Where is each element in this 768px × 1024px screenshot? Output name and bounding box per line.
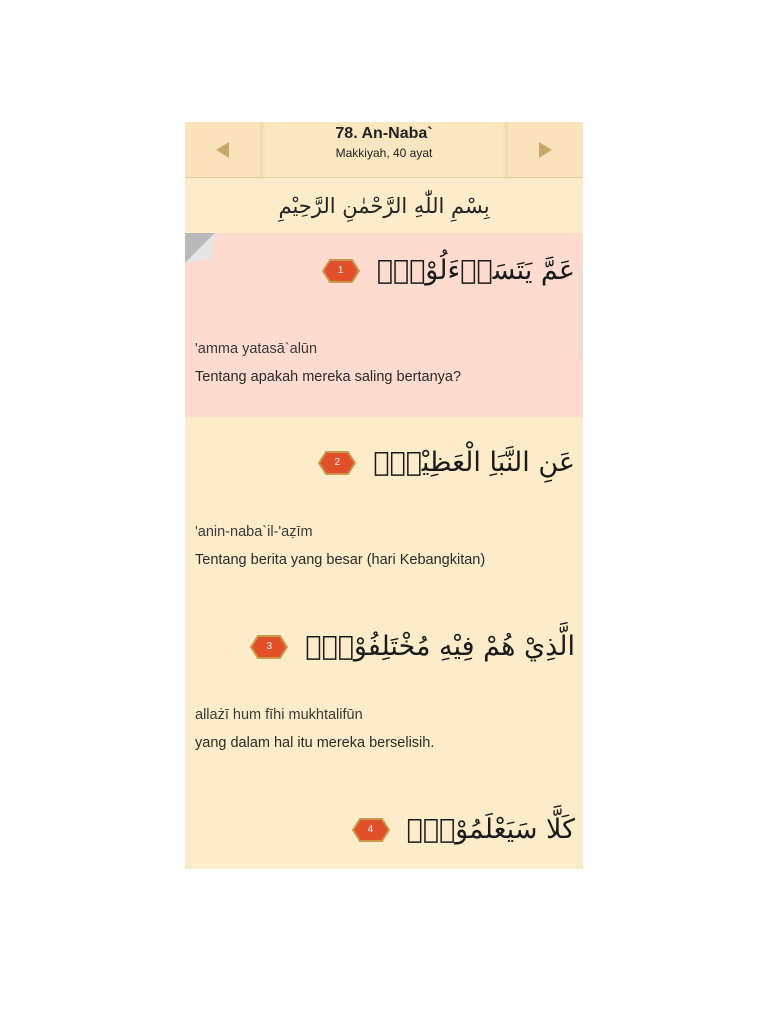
ayah-translation: Tentang apakah mereka saling bertanya? <box>195 369 462 385</box>
ayah-3[interactable] <box>185 601 583 784</box>
triangle-left-icon <box>216 142 229 158</box>
ayah-arabic: عَمَّ يَتَسَاۤءَلُوْنَۚ <box>376 255 575 286</box>
ayah-number-badge <box>349 817 393 843</box>
ayah-latin: 'anin-naba`il-'aẓīm <box>195 524 313 540</box>
ayah-number-badge <box>247 634 291 660</box>
ayah-number: 2 <box>334 457 341 468</box>
ayah-translation: Tentang berita yang besar (hari Kebangkitan) <box>195 552 486 568</box>
ayah-2-row <box>315 447 575 478</box>
ayah-arabic: الَّذِيْ هُمْ فِيْهِ مُخْتَلِفُوْنَۗ <box>305 631 575 662</box>
ayah-4-row <box>349 814 575 845</box>
ayah-translation: yang dalam hal itu mereka berselisih. <box>195 735 435 751</box>
next-surah-button[interactable] <box>507 122 583 177</box>
triangle-right-icon <box>539 142 552 158</box>
ayah-2[interactable] <box>185 417 583 601</box>
surah-title: 78. An-Naba` <box>335 125 433 142</box>
ayah-arabic: عَنِ النَّبَاِ الْعَظِيْمِۙ <box>373 447 575 478</box>
previous-surah-button[interactable] <box>185 122 261 177</box>
surah-title-block <box>260 122 508 177</box>
ayah-4[interactable] <box>185 784 583 869</box>
ayah-number: 4 <box>367 824 374 835</box>
ayah-arabic: كَلَّا سَيَعْلَمُوْنَۙ <box>406 814 575 845</box>
ayah-number-badge <box>315 450 359 476</box>
app-screen <box>185 122 583 869</box>
bookmark-corner-icon[interactable] <box>185 233 215 263</box>
ayah-1-row <box>319 255 575 286</box>
ayah-1[interactable] <box>185 233 583 417</box>
surah-header <box>185 122 583 178</box>
scroll-handle[interactable] <box>579 269 583 359</box>
ayah-latin: 'amma yatasā`alūn <box>195 341 318 357</box>
surah-subtitle: Makkiyah, 40 ayat <box>335 146 433 160</box>
basmalah: بِسْمِ اللّٰهِ الرَّحْمٰنِ الرَّحِيْمِ <box>278 193 490 218</box>
ayah-number: 3 <box>266 641 273 652</box>
ayah-latin: allażī hum fīhi mukhtalifūn <box>195 707 363 723</box>
ayah-3-row <box>247 631 575 662</box>
ayah-number-badge <box>319 258 363 284</box>
ayah-number: 1 <box>337 265 344 276</box>
